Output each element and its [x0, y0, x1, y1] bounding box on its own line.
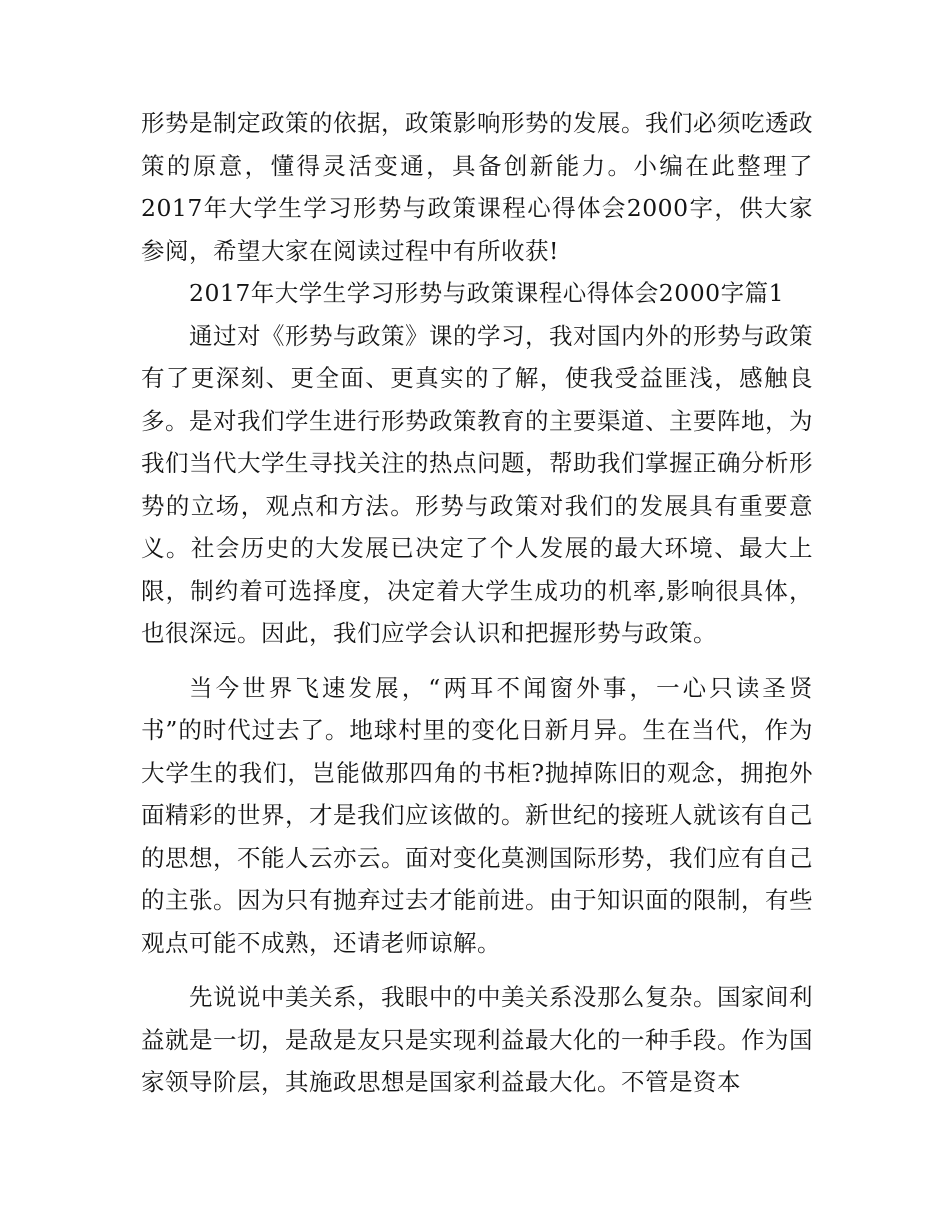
body-paragraph-2: 当今世界飞速发展，“两耳不闻窗外事，一心只读圣贤书”的时代过去了。地球村里的变化日新月异。生在当代，作为大学生的我们，岂能做那四角的书柜?抛掉陈旧的观念，拥抱外面精彩的世界，才是我们应该做的。新世纪的接班人就该有自己的思想，不能人云亦云。面对变化莫测国际形势，我们应有自己的主张。因为只有抛弃过去才能前进。由于知识面的限制，有些观点可能不成熟，还请老师谅解。 [141, 673, 813, 957]
section-title: 2017年大学生学习形势与政策课程心得体会2000字篇1 [189, 279, 785, 307]
document-body [141, 102, 813, 1104]
body-paragraph-3: 先说说中美关系，我眼中的中美关系没那么复杂。国家间利益就是一切，是敌是友只是实现利益最大化的一种手段。作为国家领导阶层，其施政思想是国家利益最大化。不管是资本 [141, 983, 813, 1096]
intro-paragraph: 形势是制定政策的依据，政策影响形势的发展。我们必须吃透政策的原意，懂得灵活变通，具备创新能力。小编在此整理了2017年大学生学习形势与政策课程心得体会2000字，供大家参阅，希望大家在阅读过程中有所收获! [141, 109, 813, 265]
body-paragraph-1: 通过对《形势与政策》课的学习，我对国内外的形势与政策有了更深刻、更全面、更真实的了解，使我受益匪浅，感触良多。是对我们学生进行形势政策教育的主要渠道、主要阵地，为我们当代大学生寻找关注的热点问题，帮助我们掌握正确分析形势的立场，观点和方法。形势与政策对我们的发展具有重要意义。社会历史的大发展已决定了个人发展的最大环境、最大上限，制约着可选择度，决定着大学生成功的机率,影响很具体，也很深远。因此，我们应学会认识和把握形势与政策。 [141, 321, 813, 647]
